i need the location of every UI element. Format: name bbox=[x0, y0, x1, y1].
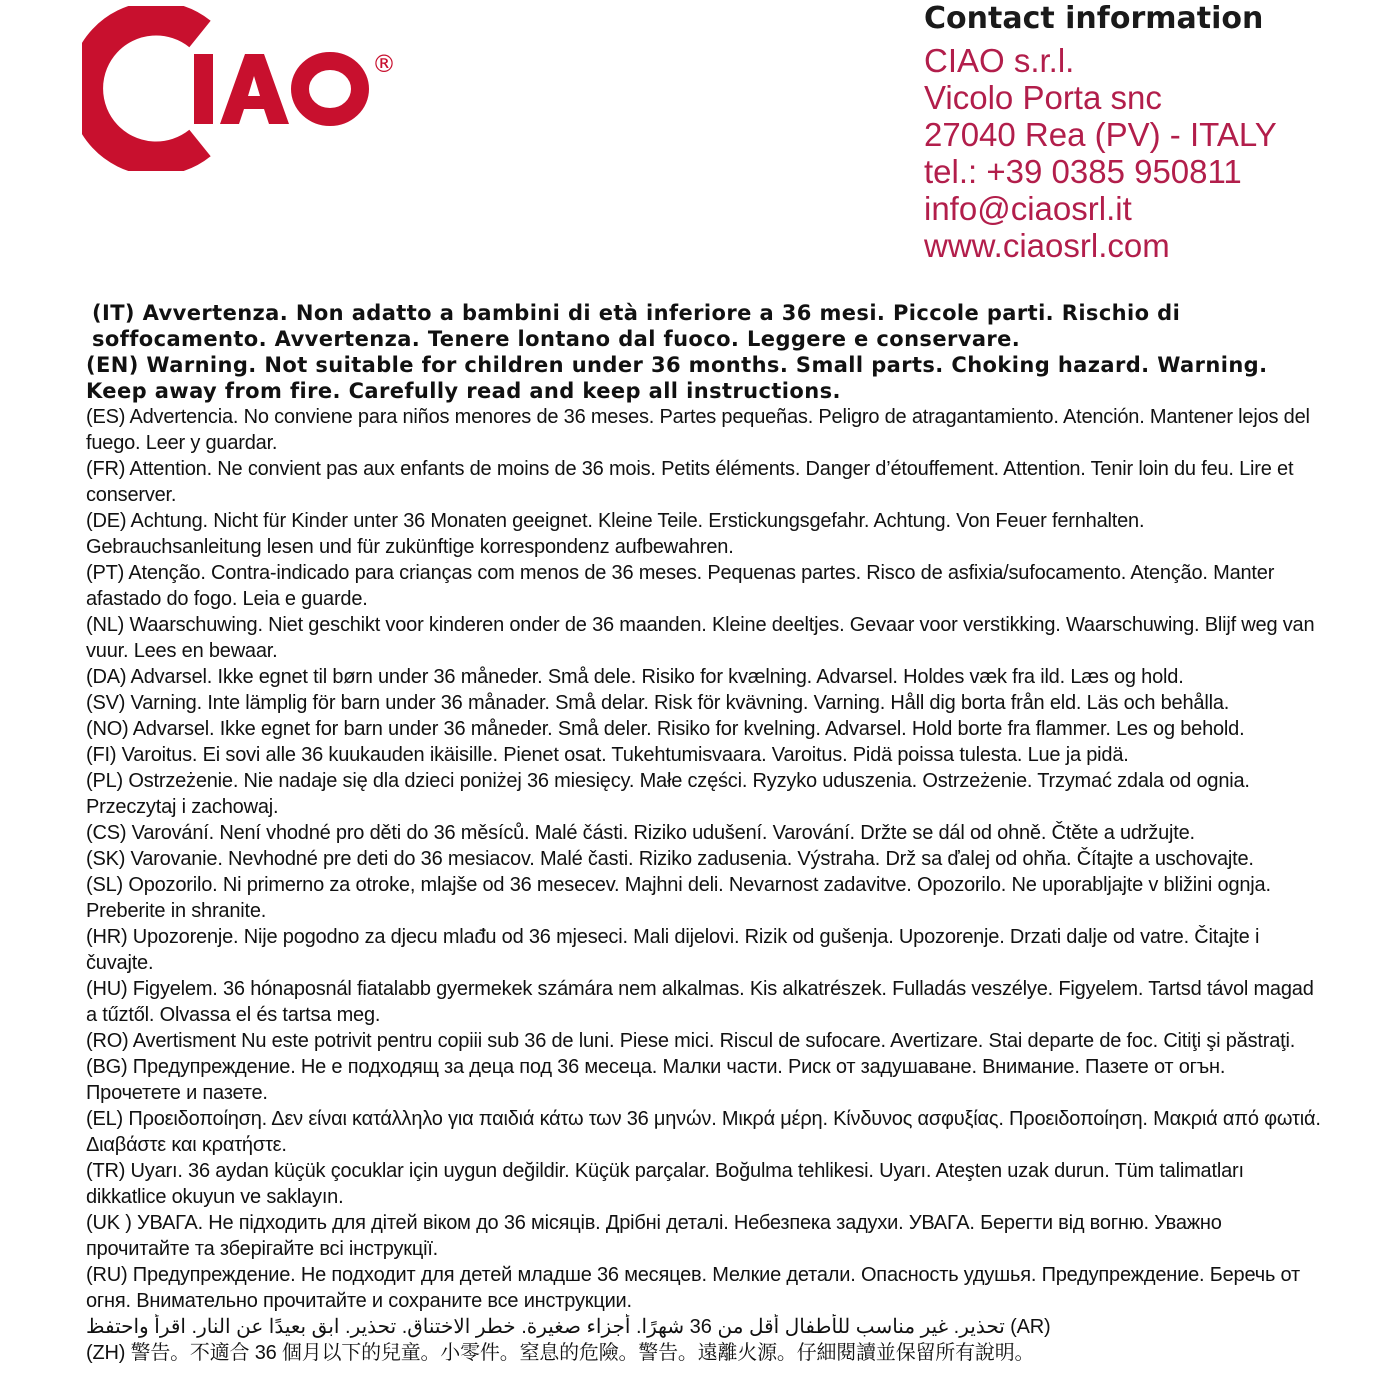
warning-fr: (FR) Attention. Ne convient pas aux enfants de moins de 36 mois. Petits éléments. Danger d’étouffement. Attention. Tenir loin du feu. Lire et conserver. bbox=[86, 458, 1294, 506]
warning-el: (EL) Προειδοποίηση. Δεν είναι κατάλληλο για παιδιά κάτω των 36 μηνών. Μικρά μέρη. Κίνδυνος ασφυξίας. Προειδοποίηση. Μακριά από φωτιά. Διαβάστε και κρατήστε. bbox=[86, 1108, 1321, 1156]
warning-en: (EN) Warning. Not suitable for children under 36 months. Small parts. Choking hazard. Warning. Keep away from fire. Carefully read and keep all instructions. bbox=[86, 353, 1268, 403]
warning-tr: (TR) Uyarı. 36 aydan küçük çocuklar için uygun değildir. Küçük parçalar. Boğulma tehlikesi. Uyarı. Ateşten uzak durun. Tüm talimatları dikkatlice okuyun ve saklayın. bbox=[86, 1160, 1244, 1208]
warning-fi: (FI) Varoitus. Ei sovi alle 36 kuukauden ikäisille. Pienet osat. Tukehtumisvaara. Varoitus. Pidä poissa tulesta. Lue ja pidä. bbox=[86, 744, 1129, 766]
warning-de: (DE) Achtung. Nicht für Kinder unter 36 Monaten geeignet. Kleine Teile. Erstickungsgefahr. Achtung. Von Feuer fernhalten. Gebrauchsanleitung lesen und für zukünftige korrespondenz aufbewahren. bbox=[86, 510, 1145, 558]
email-address: info@ciaosrl.it bbox=[924, 190, 1132, 227]
warning-uk: (UK ) УВАГА. Не підходить для дітей віком до 36 місяців. Дрібні деталі. Небезпека задухи. УВАГА. Берегти від вогню. Уважно прочитайте та зберігайте всі інструкції. bbox=[86, 1212, 1222, 1260]
company-name: CIAO s.r.l. bbox=[924, 42, 1075, 79]
contact-block bbox=[924, 0, 1394, 264]
warning-da: (DA) Advarsel. Ikke egnet til børn under 36 måneder. Små dele. Risiko for kvælning. Advarsel. Holdes væk fra ild. Læs og hold. bbox=[86, 666, 1184, 688]
safety-warnings bbox=[86, 300, 1322, 1366]
warning-ar: (AR) تحذير. غير مناسب للأطفال أقل من 36 شهرًا. أجزاء صغيرة. خطر الاختناق. تحذير. ابق بعيدًا عن النار. اقرأ واحتفظ bbox=[86, 1316, 1051, 1338]
logo-i-shape bbox=[194, 54, 213, 124]
logo-c-shape bbox=[86, 19, 200, 159]
registered-mark: ® bbox=[372, 50, 396, 78]
ciao-logo bbox=[82, 6, 412, 171]
city-address: 27040 Rea (PV) - ITALY bbox=[924, 116, 1277, 153]
website-url: www.ciaosrl.com bbox=[924, 227, 1170, 264]
contact-heading: Contact information bbox=[924, 1, 1264, 36]
phone-number: tel.: +39 0385 950811 bbox=[924, 153, 1242, 190]
warning-it: (IT) Avvertenza. Non adatto a bambini di età inferiore a 36 mesi. Piccole parti. Rischio di soffocamento. Avvertenza. Tenere lontano dal fuoco. Leggere e conservare. bbox=[92, 301, 1181, 351]
warning-ru: (RU) Предупреждение. Не подходит для детей младше 36 месяцев. Мелкие детали. Опасность удушья. Предупреждение. Беречь от огня. Внимательно прочитайте и сохраните все инструкции. bbox=[86, 1264, 1300, 1312]
warning-sl: (SL) Opozorilo. Ni primerno za otroke, mlajše od 36 mesecev. Majhni deli. Nevarnost zadavitve. Opozorilo. Ne uporabljajte v bližini ognja. Preberite in shranite. bbox=[86, 874, 1271, 922]
warning-zh: (ZH) 警告。不適合 36 個月以下的兒童。小零件。窒息的危險。警告。遠離火源。仔細閱讀並保留所有說明。 bbox=[86, 1342, 1035, 1364]
warning-bg: (BG) Предупреждение. Не е подходящ за деца под 36 месеца. Малки части. Риск от задушаване. Внимание. Пазете от огън. Прочетете и пазете. bbox=[86, 1056, 1226, 1104]
warning-hu: (HU) Figyelem. 36 hónaposnál fiatalabb gyermekek számára nem alkalmas. Kis alkatrészek. Fulladás veszélye. Figyelem. Tartsd távol magad a tűztől. Olvassa el és tartsa meg. bbox=[86, 978, 1314, 1026]
street-address: Vicolo Porta snc bbox=[924, 79, 1162, 116]
warning-pt: (PT) Atenção. Contra-indicado para crianças com menos de 36 meses. Pequenas partes. Risco de asfixia/sufocamento. Atenção. Manter afastado do fogo. Leia e guarde. bbox=[86, 562, 1275, 610]
logo-o-shape bbox=[300, 61, 360, 117]
warning-sk: (SK) Varovanie. Nevhodné pre deti do 36 mesiacov. Malé časti. Riziko zadusenia. Výstraha. Drž sa ďalej od ohňa. Čítajte a uschovajte. bbox=[86, 848, 1254, 870]
warning-es: (ES) Advertencia. No conviene para niños menores de 36 meses. Partes pequeñas. Peligro de atragantamiento. Atención. Mantener lejos del fuego. Leer y guardar. bbox=[86, 406, 1310, 454]
warning-ro: (RO) Avertisment Nu este potrivit pentru copiii sub 36 de luni. Piese mici. Riscul de sufocare. Avertizare. Stai departe de foc. Citiţi şi păstraţi. bbox=[86, 1030, 1296, 1052]
warning-pl: (PL) Ostrzeżenie. Nie nadaje się dla dzieci poniżej 36 miesięcy. Małe części. Ryzyko uduszenia. Ostrzeżenie. Trzymać zdala od ognia. Przeczytaj i zachowaj. bbox=[86, 770, 1250, 818]
warning-cs: (CS) Varování. Není vhodné pro děti do 36 měsíců. Malé části. Riziko udušení. Varování. Držte se dál od ohně. Čtěte a udržujte. bbox=[86, 822, 1195, 844]
warning-no: (NO) Advarsel. Ikke egnet for barn under 36 måneder. Små deler. Risiko for kvelning. Advarsel. Hold borte fra flammer. Les og behold. bbox=[86, 718, 1245, 740]
warning-nl: (NL) Waarschuwing. Niet geschikt voor kinderen onder de 36 maanden. Kleine deeltjes. Gevaar voor verstikking. Waarschuwing. Blijf weg van vuur. Lees en bewaar. bbox=[86, 614, 1315, 662]
warning-hr: (HR) Upozorenje. Nije pogodno za djecu mlađu od 36 mjeseci. Mali dijelovi. Rizik od gušenja. Upozorenje. Drzati dalje od vatre. Čitajte i čuvajte. bbox=[86, 926, 1260, 974]
warning-sv: (SV) Varning. Inte lämplig för barn under 36 månader. Små delar. Risk för kvävning. Varning. Håll dig borta från eld. Läs och behålla. bbox=[86, 692, 1230, 714]
logo-a-shape bbox=[220, 54, 289, 124]
